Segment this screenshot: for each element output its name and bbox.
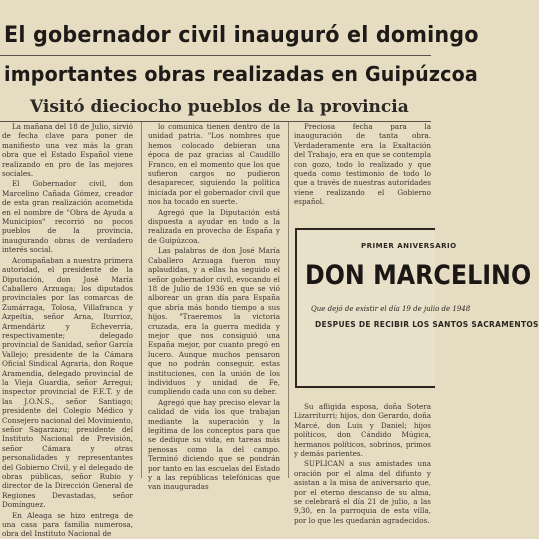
paragraph: La mañana del 18 de Julio, sirvió de fecha clave para poner de manifiesto una vez más la gran obra que el Estado Español viene realizando en pro de las mejores sociales. bbox=[2, 122, 133, 179]
paragraph: Agregó que la Diputación está dispuesta a ayudar en todo a la realizada en provecho de España y de Guipúzcoa. bbox=[148, 207, 280, 245]
article-column-2 bbox=[148, 122, 280, 492]
headline-line-1: El gobernador civil inauguró el domingo bbox=[4, 22, 479, 48]
headline-divider bbox=[0, 55, 431, 56]
obituary-name: DON MARCELINO bbox=[305, 260, 532, 291]
paragraph: En Aleaga se hizo entrega de una casa para familia numerosa, obra del Instituto Nacional de bbox=[2, 510, 133, 539]
paragraph: Acompañaban a nuestra primera autoridad, el presidente de la Diputación, don José María Caballero Arzuaga; los diputados provinciales por las comarcas de Zumárraga, Tolosa, Villafranca y Azpeitia, señor Arna, Iturrioz, Armendáriz y Echeverría, respectivamente; delegado provincial de Sanidad, señor García Vallejo; presidente de la Cámara Oficial Sindical Agraria, don Roque Aramendia, delegado provincial de la Vieja Guardia, señor Arregui; inspector provincial de F.E.T. y de las J.O.N.S., señor Santiago; presidente del Colegio Médico y Consejero nacional del Movimiento, señor Sagarzazu; presidente del Instituto Nacional de Previsión, señor Cámara y otras personalidades y representantes del Gobierno Civil, y el delegado de obras públicas, señor Rubio y director de la Dirección General de Regiones Devastadas, señor Domínguez. bbox=[2, 255, 133, 510]
paragraph: lo comunica tienen dentro de la unidad patria. "Los nombres que hemos colocado debieran una época de paz gracias al Caudillo Franco, en el momento que los que sufieron cargos no pudieron desaparecer, siguiendo la política iniciada por el gobernador civil que nos ha tocado en suerte. bbox=[148, 122, 280, 207]
column-divider bbox=[288, 122, 289, 478]
paragraph: Las palabras de don José María Caballero Arzuaga fueron muy aplaudidas, y a ellas ha seguido el señor gobernador civil, evocando el 18 de Julio de 1936 en que se vió alborear un gran día para España que abría más hondo tiempo a sus hijos. "Traeremos la victoria cruzada, era la guerra medida y mejor que nos consiguió una España mejor, por cuanto pregó en lucero. Aunque muchos pensaron que no podrán conseguir, estas instituciones, con la unión de los individuos y unidad de Fe, cumpliendo cada uno con su deber. bbox=[148, 246, 280, 397]
obituary-notice bbox=[295, 228, 539, 388]
paragraph: SUPLICAN a sus amistades una oración por el alma del difunto y asistan a la misa de aniversario que, por el eterno descanso de su alma, se celebrará el día 21 de julio, a las 9,30, en la parroquia de esta villa, por lo que les quedarán agradecidos. bbox=[294, 459, 431, 525]
obituary-text bbox=[294, 402, 431, 525]
column-divider bbox=[141, 122, 142, 478]
paragraph: Preciosa fecha para la inauguración de tanta obra. Verdaderamente era la Exaltación del Trabajo, era en que se contempla con gozo, todo lo realizado y que queda como testimonio de todo lo que a través de nuestras autoridades viene realizando el Gobierno español. bbox=[294, 122, 431, 207]
headline-line-2: importantes obras realizadas en Guipúzcoa bbox=[4, 62, 478, 86]
paragraph: Su afligida esposa, doña Sotera Lizarriturri; hijos, don Gerardo, doña Marcé, don Luis y Daniel; hijos políticos, don Cándido Múgica, hermanos políticos, sobrinos, primos y demás parientes. bbox=[294, 402, 431, 459]
paragraph: El Gobernador civil, don Marcelino Cañada Gómez, creador de esta gran realización acometida en el nombre de "Obra de Ayuda a Municipios" recorrió no pocos pueblos de la provincia, inaugurando obras de verdadero interés social. bbox=[2, 179, 133, 255]
article-column-3 bbox=[294, 122, 431, 212]
obituary-sacraments-line: DESPUES DE RECIBIR LOS SANTOS SACRAMENTOS bbox=[315, 320, 539, 329]
obituary-date-line: Que dejó de existir el día 19 de julio de 1948 bbox=[311, 305, 471, 313]
obituary-heading: PRIMER ANIVERSARIO bbox=[361, 242, 457, 250]
paragraph: Agregó que hay preciso elevar la calidad de vida los que trabajan mediante la superación y la legítima de los conceptos para que se dedique su vida, en tareas más penosas como la del campo. Terminó diciendo que se pondrán por tanto en las escuelas del Estado y a las repúblicas telefónicas que van inauguradas bbox=[148, 397, 280, 492]
subheadline: Visitó dieciocho pueblos de la provincia bbox=[30, 97, 409, 117]
article-column-1 bbox=[2, 122, 133, 539]
